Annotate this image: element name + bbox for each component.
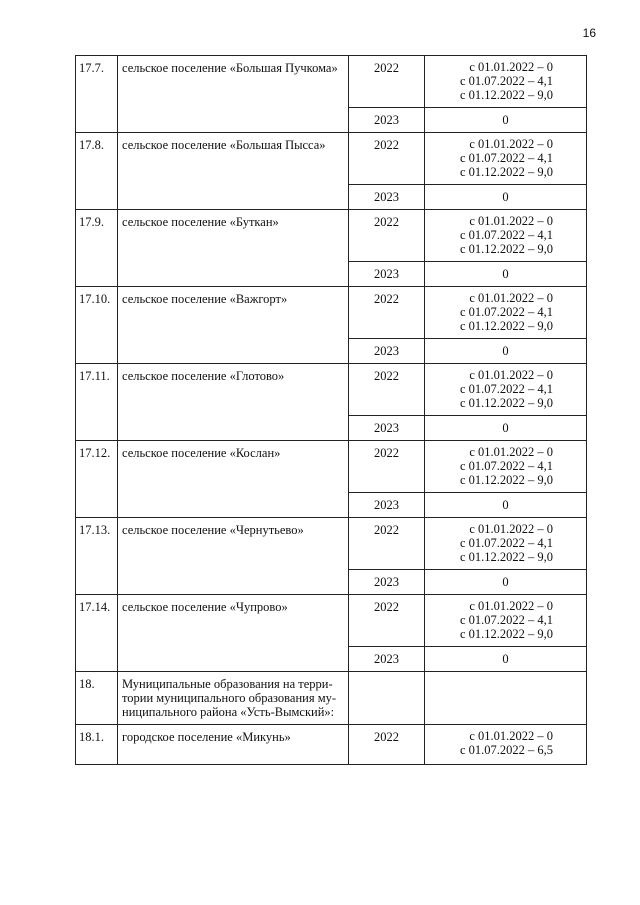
settlement-name-cell: [118, 133, 349, 210]
empty-cell: [349, 672, 425, 725]
year-value: 2023: [374, 344, 399, 358]
rate-cell: [425, 133, 587, 185]
rate-cell: [425, 518, 587, 570]
year-cell: [349, 518, 425, 570]
rate-value: 0: [502, 652, 509, 666]
rate-line: с 01.01.2022 – 0: [469, 729, 553, 743]
section-row: [76, 672, 587, 725]
year-cell: [349, 108, 425, 133]
row-number-cell: [76, 133, 118, 210]
row-number: 17.11.: [79, 369, 110, 383]
rate-line: с 01.01.2022 – 0: [469, 599, 553, 613]
section-heading-line: ниципального района «Усть-Вымский»:: [122, 705, 335, 719]
row-number: 17.9.: [79, 215, 104, 229]
year-cell: [349, 570, 425, 595]
rate-line: с 01.01.2022 – 0: [469, 60, 553, 74]
rate-line: с 01.07.2022 – 4,1: [459, 305, 553, 319]
settlement-name: сельское поселение «Буткан»: [122, 215, 279, 229]
table-row: [76, 518, 587, 570]
settlement-name-cell: [118, 364, 349, 441]
page-number: 16: [582, 26, 596, 40]
year-value: 2022: [374, 292, 399, 306]
table-row: [76, 287, 587, 339]
year-value: 2022: [374, 523, 399, 537]
rate-line: с 01.12.2022 – 9,0: [459, 319, 553, 333]
settlement-name-cell: [118, 725, 349, 765]
rate-cell: [425, 493, 587, 518]
rate-line: с 01.01.2022 – 0: [469, 291, 553, 305]
table-row: [76, 725, 587, 765]
rate-cell: [425, 287, 587, 339]
year-cell: [349, 595, 425, 647]
year-value: 2022: [374, 600, 399, 614]
rate-line: с 01.12.2022 – 9,0: [459, 473, 553, 487]
year-cell: [349, 725, 425, 765]
year-cell: [349, 364, 425, 416]
rate-cell: [425, 725, 587, 765]
year-cell: [349, 56, 425, 108]
year-value: 2023: [374, 575, 399, 589]
rate-line: с 01.07.2022 – 4,1: [459, 228, 553, 242]
section-heading: [118, 672, 348, 719]
year-value: 2022: [374, 446, 399, 460]
rate-line: с 01.12.2022 – 9,0: [459, 550, 553, 564]
year-cell: [349, 133, 425, 185]
row-number-cell: [76, 672, 118, 725]
year-value: 2022: [374, 138, 399, 152]
rate-line: с 01.01.2022 – 0: [469, 214, 553, 228]
rate-line: с 01.01.2022 – 0: [469, 368, 553, 382]
rate-line: с 01.01.2022 – 0: [469, 137, 553, 151]
rate-line: с 01.12.2022 – 9,0: [459, 242, 553, 256]
year-cell: [349, 416, 425, 441]
settlement-name: сельское поселение «Чупрово»: [122, 600, 288, 614]
rates-table: [75, 55, 587, 765]
year-value: 2022: [374, 730, 399, 744]
table-row: [76, 56, 587, 108]
year-value: 2023: [374, 267, 399, 281]
year-value: 2023: [374, 498, 399, 512]
rate-value: 0: [502, 575, 509, 589]
rate-cell: [425, 185, 587, 210]
table-row: [76, 364, 587, 416]
rate-line: с 01.07.2022 – 4,1: [459, 536, 553, 550]
rate-line: с 01.12.2022 – 9,0: [459, 165, 553, 179]
rate-line: с 01.01.2022 – 0: [469, 522, 553, 536]
section-heading-line: тории муниципального образования му-: [122, 691, 337, 705]
settlement-name-cell: [118, 518, 349, 595]
settlement-name: сельское поселение «Важгорт»: [122, 292, 288, 306]
rates-table-body: [76, 56, 587, 765]
row-number-cell: [76, 364, 118, 441]
row-number-cell: [76, 595, 118, 672]
rate-line: с 01.12.2022 – 9,0: [459, 627, 553, 641]
settlement-name-cell: [118, 210, 349, 287]
rate-cell: [425, 570, 587, 595]
row-number: 17.14.: [79, 600, 111, 614]
row-number-cell: [76, 287, 118, 364]
year-cell: [349, 493, 425, 518]
rate-cell: [425, 595, 587, 647]
year-cell: [349, 647, 425, 672]
rate-cell: [425, 56, 587, 108]
year-cell: [349, 210, 425, 262]
table-row: [76, 595, 587, 647]
settlement-name: сельское поселение «Глотово»: [122, 369, 285, 383]
rate-line: с 01.07.2022 – 4,1: [459, 459, 553, 473]
rate-cell: [425, 210, 587, 262]
rate-line: с 01.07.2022 – 4,1: [459, 382, 553, 396]
year-value: 2023: [374, 421, 399, 435]
empty-cell: [425, 672, 587, 725]
year-cell: [349, 339, 425, 364]
year-value: 2022: [374, 369, 399, 383]
settlement-name: сельское поселение «Большая Пысса»: [122, 138, 326, 152]
settlement-name: сельское поселение «Большая Пучкома»: [122, 61, 338, 75]
rate-cell: [425, 339, 587, 364]
settlement-name-cell: [118, 287, 349, 364]
rate-line: с 01.07.2022 – 4,1: [459, 613, 553, 627]
rate-line: с 01.12.2022 – 9,0: [459, 396, 553, 410]
settlement-name: городское поселение «Микунь»: [122, 730, 291, 744]
row-number: 18.: [79, 677, 95, 691]
year-cell: [349, 185, 425, 210]
rate-line: с 01.07.2022 – 4,1: [459, 151, 553, 165]
rate-value: 0: [502, 113, 509, 127]
row-number-cell: [76, 518, 118, 595]
year-cell: [349, 441, 425, 493]
rate-line: с 01.07.2022 – 6,5: [459, 743, 553, 757]
settlement-name: сельское поселение «Чернутьево»: [122, 523, 304, 537]
rate-value: 0: [502, 498, 509, 512]
year-cell: [349, 287, 425, 339]
year-value: 2023: [374, 113, 399, 127]
settlement-name: сельское поселение «Кослан»: [122, 446, 281, 460]
rate-value: 0: [502, 421, 509, 435]
year-cell: [349, 262, 425, 287]
section-heading-line: Муниципальные образования на терри-: [122, 677, 333, 691]
rate-value: 0: [502, 267, 509, 281]
year-value: 2022: [374, 61, 399, 75]
section-heading-cell: [118, 672, 349, 725]
row-number: 17.7.: [79, 61, 104, 75]
rate-value: 0: [502, 344, 509, 358]
rate-cell: [425, 416, 587, 441]
row-number: 17.8.: [79, 138, 104, 152]
table-row: [76, 441, 587, 493]
row-number-cell: [76, 210, 118, 287]
rate-cell: [425, 647, 587, 672]
year-value: 2023: [374, 190, 399, 204]
rate-cell: [425, 108, 587, 133]
rate-cell: [425, 262, 587, 287]
row-number: 18.1.: [79, 730, 104, 744]
row-number-cell: [76, 441, 118, 518]
table-row: [76, 210, 587, 262]
row-number: 17.13.: [79, 523, 111, 537]
row-number: 17.10.: [79, 292, 111, 306]
year-value: 2023: [374, 652, 399, 666]
settlement-name-cell: [118, 595, 349, 672]
rate-value: 0: [502, 190, 509, 204]
rate-line: с 01.01.2022 – 0: [469, 445, 553, 459]
table-row: [76, 133, 587, 185]
rate-line: с 01.12.2022 – 9,0: [459, 88, 553, 102]
rate-cell: [425, 441, 587, 493]
row-number: 17.12.: [79, 446, 111, 460]
rate-cell: [425, 364, 587, 416]
settlement-name-cell: [118, 441, 349, 518]
settlement-name-cell: [118, 56, 349, 133]
row-number-cell: [76, 725, 118, 765]
row-number-cell: [76, 56, 118, 133]
rate-line: с 01.07.2022 – 4,1: [459, 74, 553, 88]
year-value: 2022: [374, 215, 399, 229]
